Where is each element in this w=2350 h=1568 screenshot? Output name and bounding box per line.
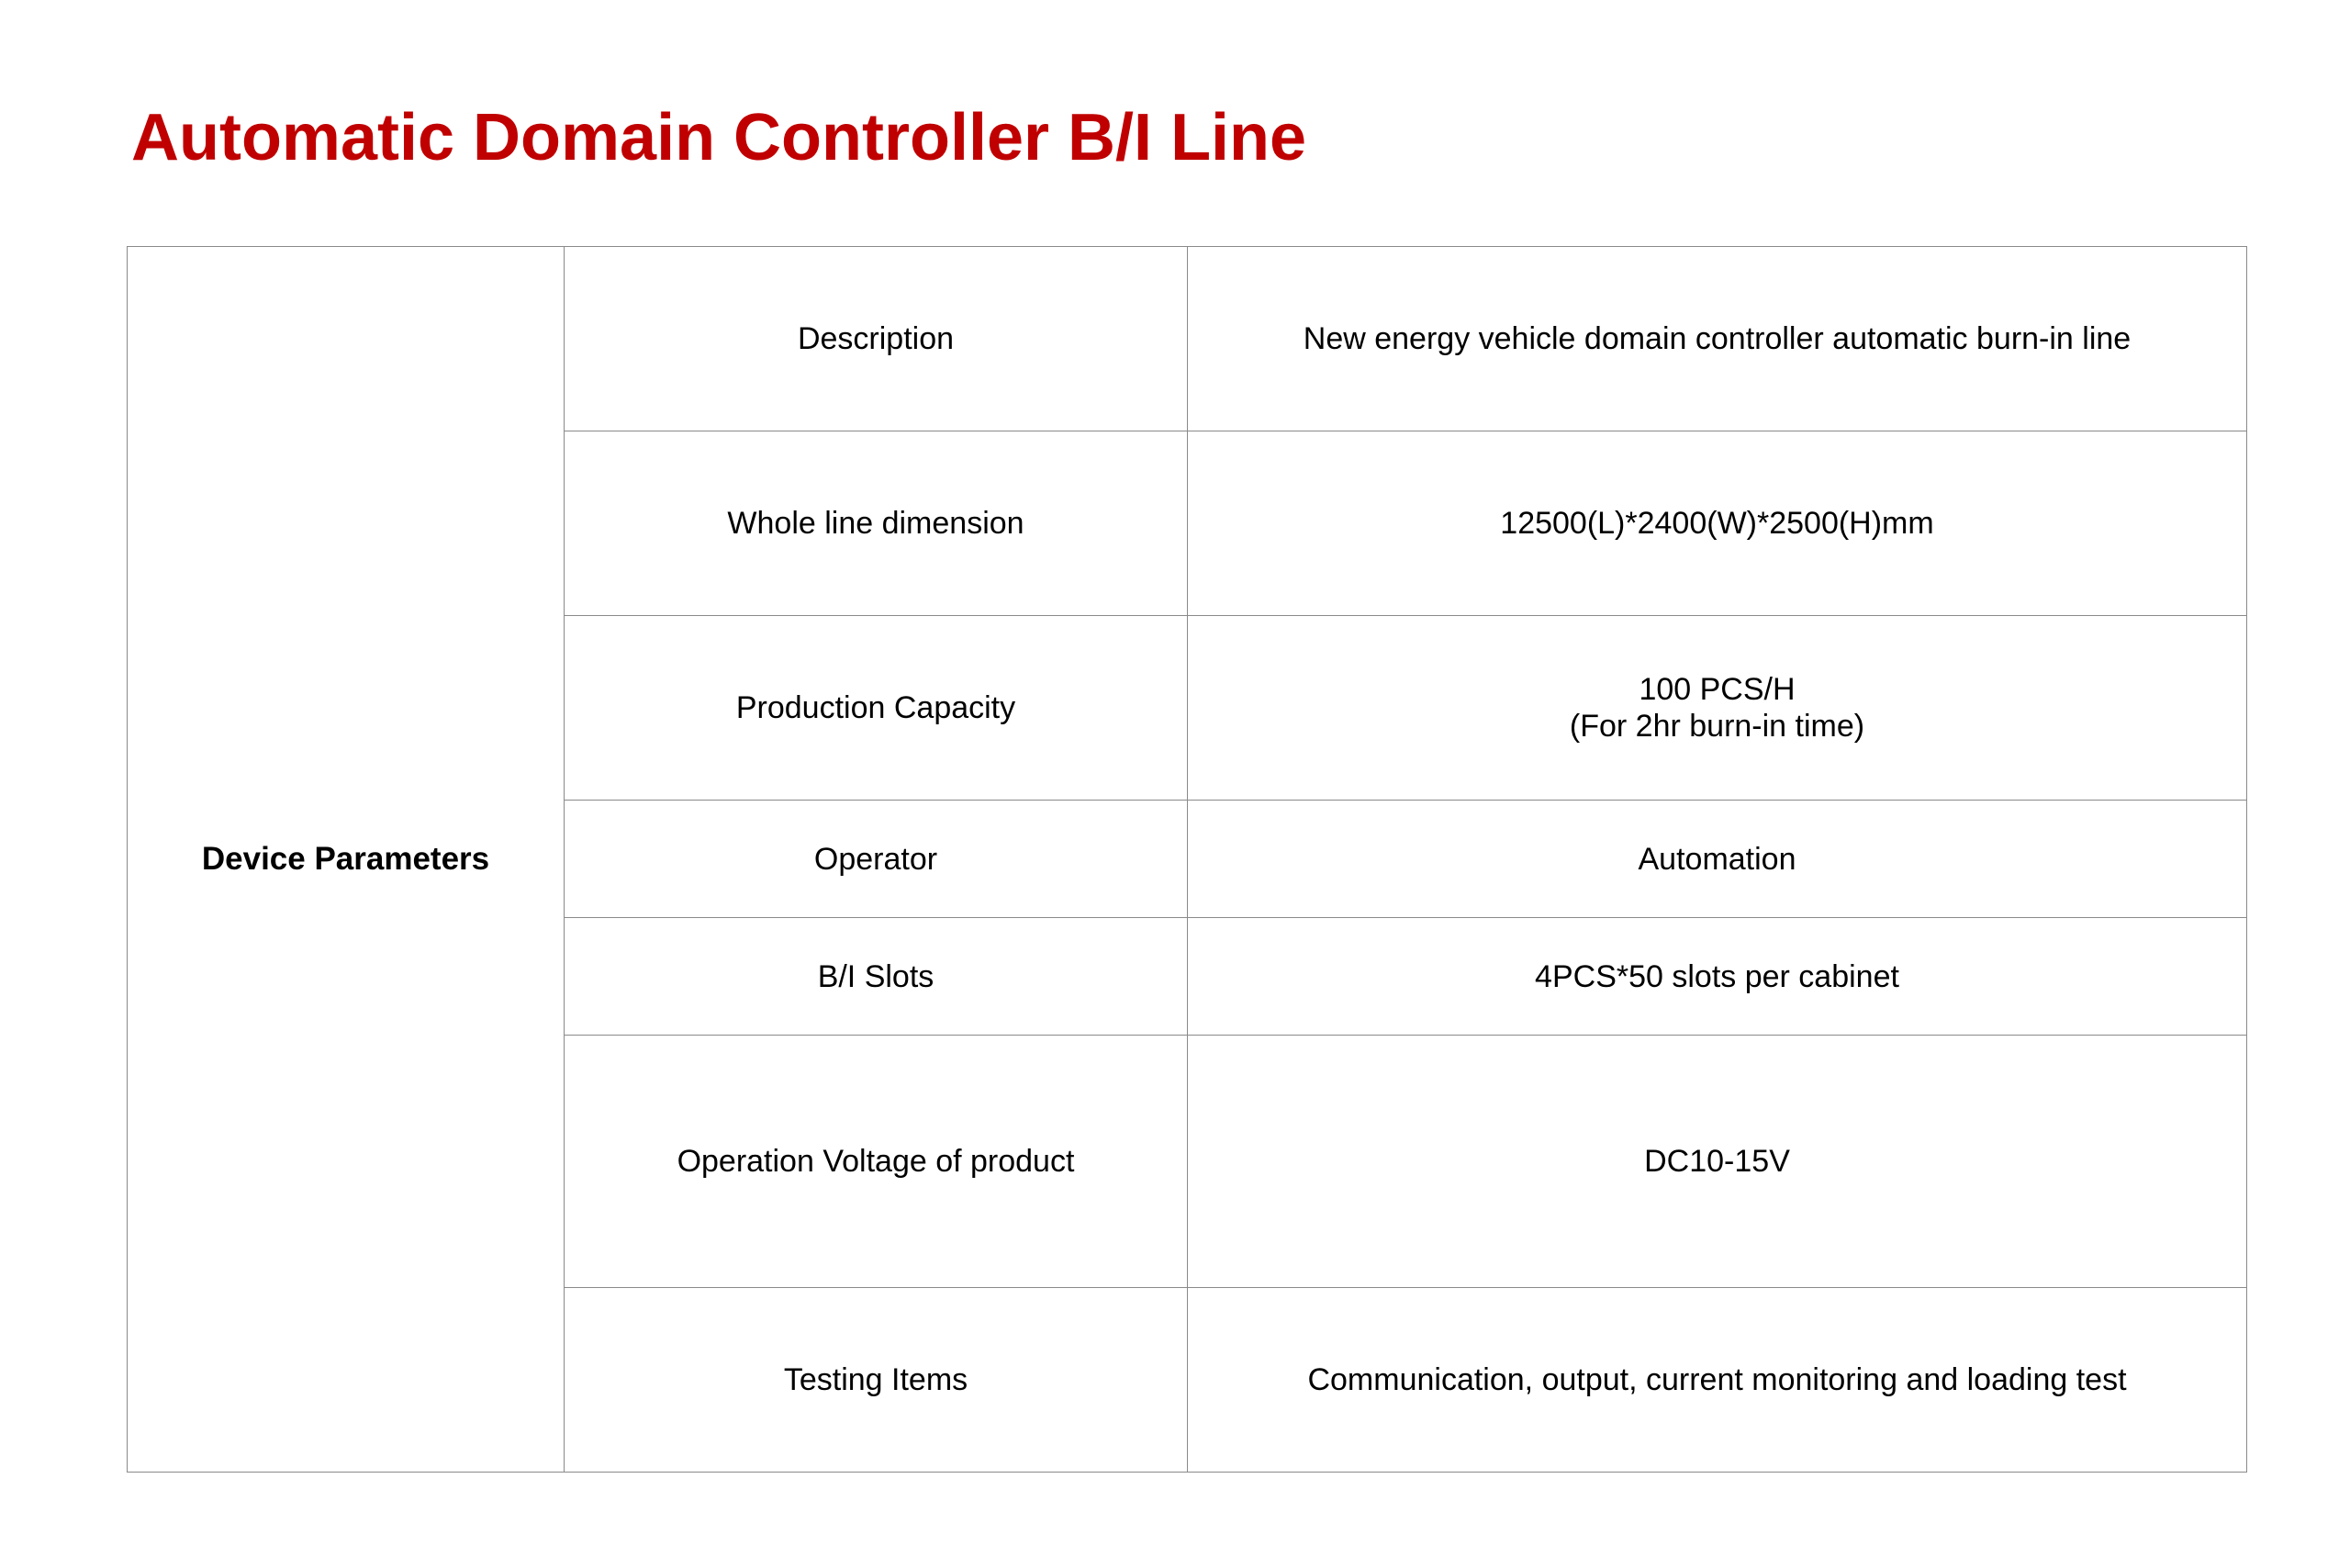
value-line: 12500(L)*2400(W)*2500(H)mm xyxy=(1500,506,1934,541)
value-line: DC10-15V xyxy=(1644,1144,1790,1179)
row-label: Testing Items xyxy=(565,1288,1188,1473)
row-label: Production Capacity xyxy=(565,616,1188,801)
value-line: Automation xyxy=(1638,841,1796,877)
row-value xyxy=(1188,1036,2247,1288)
row-value xyxy=(1188,1288,2247,1473)
value-line: (For 2hr burn-in time) xyxy=(1569,709,1865,744)
row-label: B/I Slots xyxy=(565,918,1188,1036)
value-line: 100 PCS/H xyxy=(1639,672,1796,707)
row-value xyxy=(1188,247,2247,431)
value-line: Communication, output, current monitoring and loading test xyxy=(1307,1362,2127,1397)
row-value xyxy=(1188,918,2247,1036)
value-line: New energy vehicle domain controller automatic burn-in line xyxy=(1303,321,2132,356)
row-label: Whole line dimension xyxy=(565,431,1188,616)
parameters-table xyxy=(127,246,2247,1473)
row-value xyxy=(1188,431,2247,616)
table-row xyxy=(128,247,2247,431)
value-line: 4PCS*50 slots per cabinet xyxy=(1535,958,1899,994)
row-label: Operator xyxy=(565,801,1188,918)
row-value xyxy=(1188,616,2247,801)
row-label: Description xyxy=(565,247,1188,431)
section-label-cell: Device Parameters xyxy=(128,247,565,1473)
page-title: Automatic Domain Controller B/I Line xyxy=(131,101,1307,174)
row-value xyxy=(1188,801,2247,918)
row-label: Operation Voltage of product xyxy=(565,1036,1188,1288)
